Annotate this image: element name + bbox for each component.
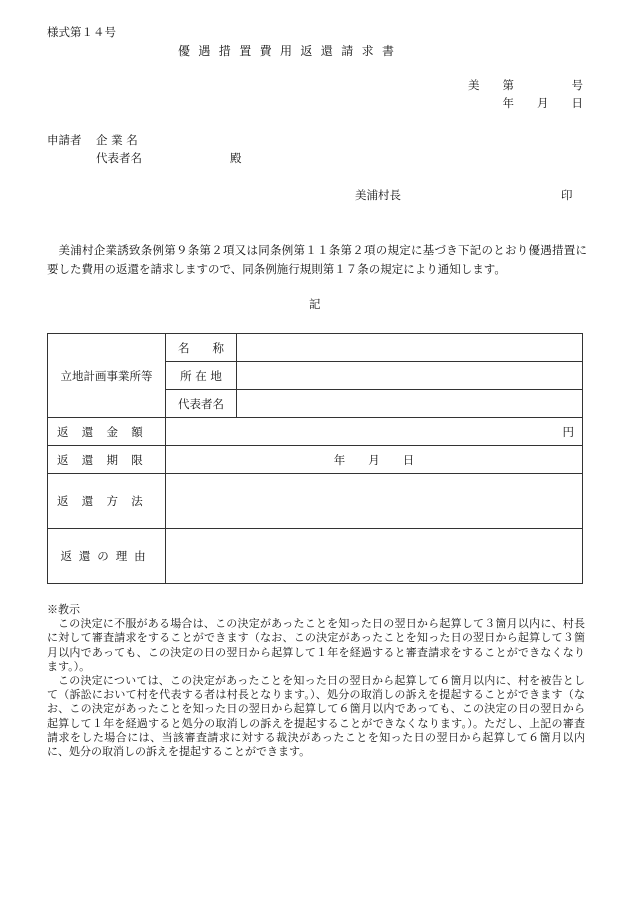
site-name-field[interactable]	[237, 334, 583, 362]
method-field[interactable]	[166, 474, 583, 529]
amount-field[interactable]	[166, 418, 583, 446]
amount-label: 返還金額	[48, 418, 166, 446]
body-text: 美浦村企業誘致条例第９条第２項又は同条例第１１条第２項の規定に基づき下記のとおり優遇措置に要した費用の返還を請求しますので、同条例施行規則第１７条の規定により通知します。	[47, 243, 587, 276]
notice-paragraph-1: この決定に不服がある場合は、この決定があったことを知った日の翌日から起算して３箇月以内に、村長に対して審査請求をすることができます（なお、この決定があったことを知った日の翌日から起算して３箇月以内であっても、この決定の日の翌日から起算して１年を経過すると審査請求をすることができなくなります。）。	[47, 617, 585, 673]
applicant-label: 申請者	[47, 133, 82, 147]
notice-paragraph-2: この決定については、この決定があったことを知った日の翌日から起算して６箇月以内に、村を被告として（訴訟において村を代表する者は村長となります。）、処分の取消しの訴えを提起することができます（なお、この決定があったことを知った日の翌日から起算して６箇月以内であっても、この決定の日の翌日から起算して１年を経過すると処分の取消しの訴えを提起することができなくなります。）。ただし、上記の審査請求をした場合には、当該審査請求に対する裁決があったことを知った日の翌日から起算して６箇月以内に、処分の取消しの訴えを提起することができます。	[47, 674, 585, 759]
notice-heading: ※教示	[47, 603, 80, 616]
representative-label: 代表者名	[96, 151, 142, 165]
site-label: 立地計画事業所等	[48, 334, 166, 418]
deadline-label: 返還期限	[48, 446, 166, 474]
notice-section	[47, 603, 585, 759]
company-name-label: 企 業 名	[96, 133, 138, 147]
ki-heading: 記	[309, 297, 321, 311]
seal-mark: 印	[561, 188, 573, 202]
site-rep-label: 代表者名	[166, 390, 237, 418]
deadline-field[interactable]	[166, 446, 583, 474]
site-rep-field[interactable]	[237, 390, 583, 418]
reason-field[interactable]	[166, 529, 583, 584]
site-address-field[interactable]	[237, 362, 583, 390]
deadline-value: 年 月 日	[333, 452, 415, 467]
honorific: 殿	[230, 151, 242, 165]
document-title: 優遇措置費用返還請求書	[178, 44, 403, 58]
reason-label: 返還の理由	[48, 529, 166, 584]
document-date: 年 月 日	[502, 96, 583, 110]
site-address-label: 所 在 地	[166, 362, 237, 390]
document-number: 美 第 号	[468, 78, 583, 92]
method-label: 返還方法	[48, 474, 166, 529]
site-name-label: 名 称	[166, 334, 237, 362]
request-table	[47, 333, 583, 584]
form-number: 様式第１４号	[47, 25, 116, 39]
mayor-line: 美浦村長	[355, 188, 401, 202]
amount-unit: 円	[562, 424, 574, 439]
